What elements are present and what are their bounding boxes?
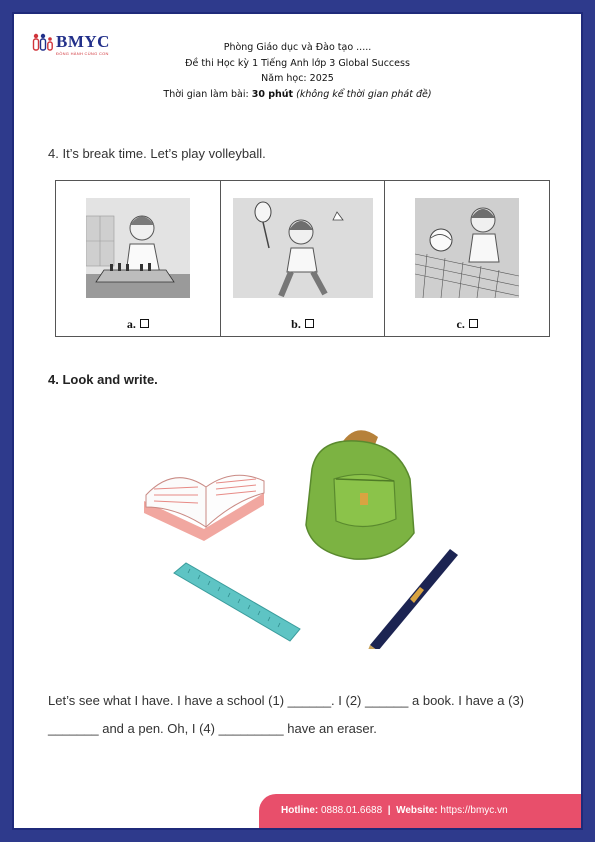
boy-playing-chess-image [86, 198, 190, 298]
exam-page [12, 12, 583, 830]
girl-playing-badminton-image [233, 198, 373, 298]
header-time [14, 87, 581, 103]
time-note: (không kể thời gian phát đề) [296, 88, 432, 100]
time-value: 30 phút [251, 88, 294, 100]
option-b-label: b. [221, 317, 385, 332]
checkbox-icon[interactable] [305, 319, 314, 328]
ruler-image [174, 563, 300, 641]
fill-in-paragraph: Let’s see what I have. I have a school (1) ______. I (2) ______ a book. I have a (3) _______ and a pen. Oh, I (4) _________ have an eraser. [48, 693, 525, 736]
checkbox-icon[interactable] [469, 319, 478, 328]
green-schoolbag-image [306, 430, 414, 559]
header-department: Phòng Giáo dục và Đào tạo ..... [223, 42, 372, 53]
contact-footer [259, 794, 581, 828]
website-link[interactable]: https://bmyc.vn [440, 805, 508, 816]
option-c-label: c. [385, 317, 549, 332]
question-1-text: 4. It’s break time. Let’s play volleyball. [48, 146, 266, 161]
question-2-title: 4. Look and write. [48, 372, 158, 387]
website-label: Website: [396, 805, 438, 816]
logo-tagline: ĐỒNG HÀNH CÙNG CON [56, 51, 109, 56]
picture-choices-table [55, 180, 550, 337]
option-a-label: a. [56, 317, 220, 332]
school-items-illustration [124, 409, 464, 649]
exam-header [14, 40, 581, 102]
girl-playing-volleyball-image [415, 198, 519, 298]
time-prefix: Thời gian làm bài: [163, 88, 252, 100]
pen-image [366, 549, 458, 649]
header-school-year: Năm học: 2025 [261, 73, 334, 84]
choice-c[interactable] [385, 181, 549, 336]
checkbox-icon[interactable] [140, 319, 149, 328]
open-book-image [144, 475, 264, 541]
choice-a[interactable] [56, 181, 221, 336]
choice-b[interactable] [221, 181, 386, 336]
header-exam-title: Đề thi Học kỳ 1 Tiếng Anh lớp 3 Global Success [185, 57, 410, 69]
hotline-number[interactable]: 0888.01.6688 [321, 805, 383, 816]
logo-wordmark: BMYC [56, 32, 110, 51]
footer-separator: | [387, 805, 391, 816]
hotline-label: Hotline: [281, 805, 319, 816]
